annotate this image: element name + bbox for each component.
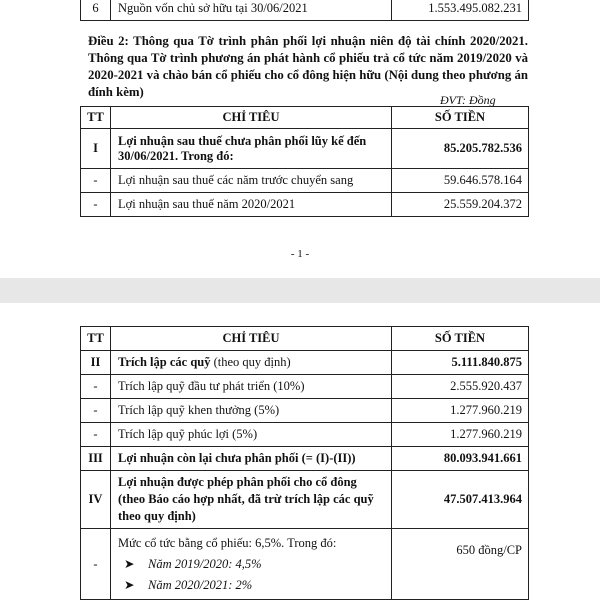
row-label: Lợi nhuận được phép phân phối cho cổ đông (theo Báo cáo hợp nhất, đã trừ trích lập các quỹ theo quy định) bbox=[111, 471, 392, 529]
row-label: Lợi nhuận sau thuế năm 2020/2021 bbox=[111, 193, 392, 217]
table-row bbox=[81, 471, 529, 529]
row-value: 1.277.960.219 bbox=[392, 423, 529, 447]
row-label bbox=[111, 351, 392, 375]
sub-item bbox=[118, 575, 384, 596]
row-value: 5.111.840.875 bbox=[392, 351, 529, 375]
dividend-cell bbox=[111, 529, 392, 600]
table-row bbox=[81, 399, 529, 423]
row-label: Lợi nhuận sau thuế các năm trước chuyển sang bbox=[111, 169, 392, 193]
row-label: Trích lập quỹ đầu tư phát triển (10%) bbox=[111, 375, 392, 399]
row-value: 59.646.578.164 bbox=[392, 169, 529, 193]
header-so-tien: SỐ TIỀN bbox=[392, 107, 529, 129]
row-value: 650 đồng/CP bbox=[392, 529, 529, 600]
page-number: - 1 - bbox=[290, 248, 310, 260]
table-row bbox=[81, 423, 529, 447]
row-number: III bbox=[81, 447, 111, 471]
profit-table bbox=[80, 106, 529, 217]
row-number: - bbox=[81, 423, 111, 447]
row-value: 47.507.413.964 bbox=[392, 471, 529, 529]
previous-table-fragment bbox=[80, 0, 529, 21]
row-label: Mức cổ tức bằng cổ phiếu: 6,5%. Trong đó: bbox=[118, 536, 337, 550]
row-number: - bbox=[81, 529, 111, 600]
arrow-bullet-icon: ➤ bbox=[124, 557, 135, 571]
table-header-row bbox=[81, 327, 529, 351]
row-value: 80.093.941.661 bbox=[392, 447, 529, 471]
row-label: Trích lập quỹ phúc lợi (5%) bbox=[111, 423, 392, 447]
arrow-bullet-icon: ➤ bbox=[124, 578, 135, 592]
row-number: I bbox=[81, 129, 111, 169]
profit-distribution-table bbox=[80, 326, 529, 600]
row-label-rest: (theo quy định) bbox=[210, 355, 291, 369]
table-row bbox=[81, 129, 529, 169]
table-row bbox=[81, 0, 529, 21]
row-number: - bbox=[81, 169, 111, 193]
table-row bbox=[81, 447, 529, 471]
header-tt: TT bbox=[81, 107, 111, 129]
header-so-tien: SỐ TIỀN bbox=[392, 327, 529, 351]
article-2-paragraph: Điều 2: Thông qua Tờ trình phân phối lợi nhuận niên độ tài chính 2020/2021. Thông qua Tờ trình phương án phát hành cổ phiếu trả cổ tức năm 2019/2020 và 2020-2021 và chào bán cổ phiếu cho cổ đông hiện hữu (Nội dung theo phương án đính kèm) bbox=[88, 34, 528, 99]
row-value: 25.559.204.372 bbox=[392, 193, 529, 217]
table-row bbox=[81, 529, 529, 600]
table-row bbox=[81, 375, 529, 399]
table-row bbox=[81, 193, 529, 217]
row-label: Lợi nhuận sau thuế chưa phân phối lũy kế đến 30/06/2021. Trong đó: bbox=[111, 129, 392, 169]
header-tt: TT bbox=[81, 327, 111, 351]
row-number: 6 bbox=[81, 0, 111, 21]
currency-unit: ĐVT: Đồng bbox=[440, 93, 496, 107]
row-number: - bbox=[81, 193, 111, 217]
table-row bbox=[81, 351, 529, 375]
header-chi-tieu: CHỈ TIÊU bbox=[111, 107, 392, 129]
sub-item bbox=[118, 554, 384, 575]
sub-item-text: Năm 2019/2020: 4,5% bbox=[148, 557, 262, 571]
table-header-row bbox=[81, 107, 529, 129]
page-separator bbox=[0, 278, 600, 303]
row-number: - bbox=[81, 375, 111, 399]
row-value: 1.553.495.082.231 bbox=[392, 0, 529, 21]
row-label: Trích lập quỹ khen thưởng (5%) bbox=[111, 399, 392, 423]
row-value: 1.277.960.219 bbox=[392, 399, 529, 423]
row-value: 85.205.782.536 bbox=[392, 129, 529, 169]
sub-item-text: Năm 2020/2021: 2% bbox=[148, 578, 253, 592]
document-page-1 bbox=[0, 0, 600, 278]
row-number: IV bbox=[81, 471, 111, 529]
row-label: Nguồn vốn chủ sở hữu tại 30/06/2021 bbox=[111, 0, 392, 21]
row-value: 2.555.920.437 bbox=[392, 375, 529, 399]
row-label-bold: Trích lập các quỹ bbox=[118, 355, 211, 369]
row-number: - bbox=[81, 399, 111, 423]
row-number: II bbox=[81, 351, 111, 375]
row-label: Lợi nhuận còn lại chưa phân phối (= (I)-(II)) bbox=[111, 447, 392, 471]
header-chi-tieu: CHỈ TIÊU bbox=[111, 327, 392, 351]
table-row bbox=[81, 169, 529, 193]
